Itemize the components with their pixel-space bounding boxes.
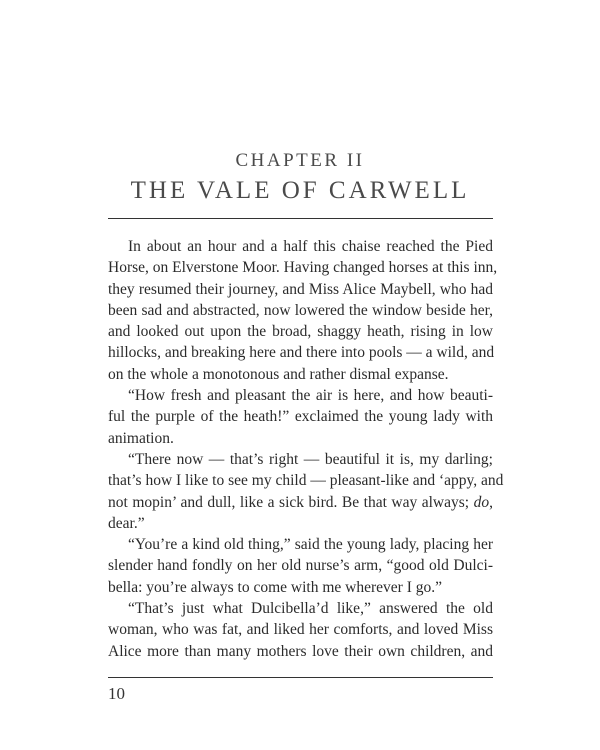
text-line: animation. bbox=[108, 429, 174, 447]
chapter-label: CHAPTER II bbox=[235, 150, 365, 171]
text-line: Horse, on Elverstone Moor. Having changed horses at this inn, bbox=[108, 259, 498, 277]
text-line: woman, who was fat, and liked her comforts, and loved Miss bbox=[108, 621, 493, 639]
text-line: “There now — that’s right — beautiful it is, my darling; bbox=[128, 450, 493, 468]
text-line: “You’re a kind old thing,” said the young lady, placing her bbox=[128, 536, 493, 554]
text-line: that’s how I like to see my child — pleasant-like and ‘appy, and bbox=[108, 472, 504, 490]
footer-rule bbox=[108, 677, 493, 678]
chapter-title: THE VALE OF CARWELL bbox=[130, 177, 470, 204]
header-rule bbox=[108, 218, 493, 219]
text-line: and looked out upon the broad, shaggy heath, rising in low bbox=[108, 323, 493, 341]
text-line: In about an hour and a half this chaise reached the Pied bbox=[128, 238, 493, 255]
text-line: Alice more than many mothers love their own children, and bbox=[108, 642, 493, 660]
text-line: on the whole a monotonous and rather dismal expanse. bbox=[108, 365, 449, 383]
text-line: “How fresh and pleasant the air is here, and how beauti- bbox=[128, 387, 493, 405]
text-line: been sad and abstracted, now lowered the window beside her, bbox=[108, 301, 493, 319]
text-line: hillocks, and breaking here and there into pools — a wild, and bbox=[108, 344, 495, 362]
text-line: dear.” bbox=[108, 514, 145, 532]
text-line: “That’s just what Dulcibella’d like,” answered the old bbox=[128, 600, 493, 618]
text-line: slender hand fondly on her old nurse’s arm, “good old Dulci- bbox=[108, 557, 493, 575]
text-line: bella: you’re always to come with me wherever I go.” bbox=[108, 578, 442, 596]
text-line: they resumed their journey, and Miss Alice Maybell, who had bbox=[108, 280, 493, 298]
text-line: not mopin’ and dull, like a sick bird. Be that way always; do, bbox=[108, 493, 493, 511]
chapter-body bbox=[108, 236, 504, 662]
page-number: 10 bbox=[108, 684, 125, 703]
text-line: ful the purple of the heath!” exclaimed the young lady with bbox=[108, 408, 493, 426]
